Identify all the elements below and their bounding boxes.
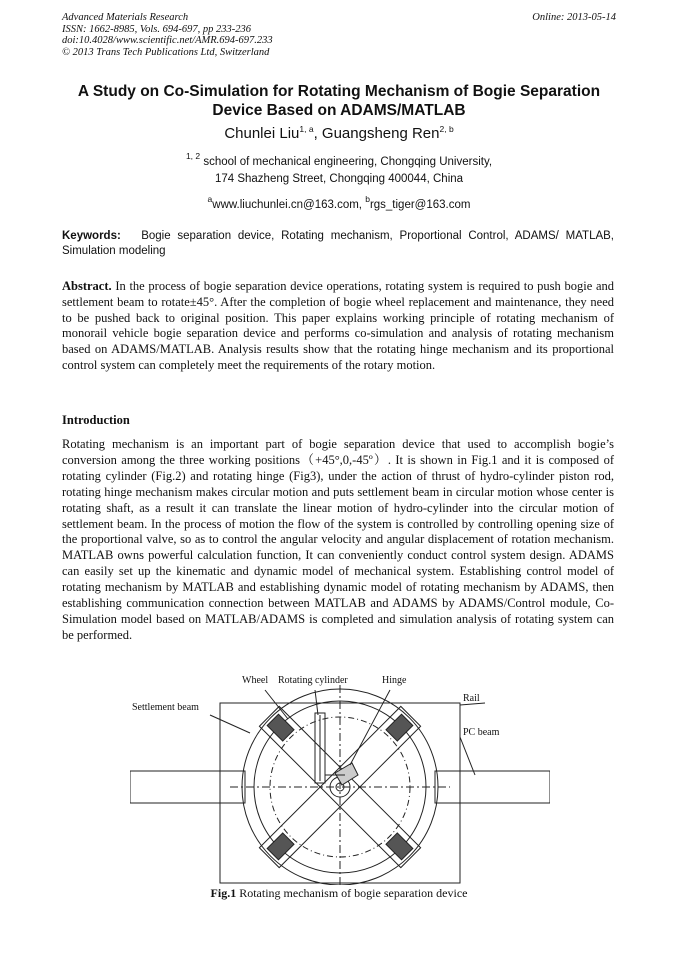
introduction-text: Rotating mechanism is an important part of bogie separation device that used to accomplish bogie’s conversion among the three working positions（+45°,0,-45º）. It is shown in Fig.1 and it is composed of rotating cylinder (Fig.2) and rotating hinge (Fig3), under the action of thrust of hydro-cylinder piston rod, rotating hinge mechanism makes circular motion and puts settlement beam in circular motion whose center is rotating shaft, as a result it can translate the linear motion of hydro-cylinder into the circular motion of settlement beam. In the process of motion the flow of the system is controlled by controlling opening size of the proportional valve, so as to control the angular velocity and angular displacement of rotation mechanism. MATLAB owns powerful calculation function, It can conveniently conduct control system design. ADAMS can easily set up the kinematic and dynamic model of mechanical system. Establishing control model of rotating mechanism by MATLAB and establishing dynamic model of rotating mechanism by ADAMS, then establishing communication connection between MATLAB and ADAMS by ADAMS/Control module, Co-Simulation model based on MATLAB/ADAMS is completed and simulation analysis of rotating system can be performed. [62, 437, 614, 642]
online-date: Online: 2013-05-14 [532, 12, 616, 23]
label-hinge: Hinge [382, 675, 407, 686]
wheel-block [267, 833, 294, 860]
author-line [62, 124, 616, 142]
abstract-text: In the process of bogie separation device operations, rotating system is required to push bogie and settlement beam to rotate±45°. After the completion of bogie wheel replacement and maintenance, they need to be pushed back to original position. This paper explains working principle of rotating mechanism of monorail vehicle bogie separation device and performs co-simulation and analysis of rotating mechanism based on ADAMS/MATLAB. Analysis results show that the rotating hinge mechanism and its proportional control system can completely meet the requirements of the rotary motion. [62, 279, 615, 372]
author-name: Guangsheng Ren [321, 125, 440, 142]
wheel-block [386, 714, 413, 741]
pc-beam-right [435, 771, 550, 803]
pc-beam-left [130, 771, 245, 803]
paper-title: A Study on Co-Simulation for Rotating Mechanism of Bogie Separation Device Based on ADAMS/MATLAB [77, 83, 601, 119]
email-line [62, 194, 616, 211]
doi-line: doi:10.4028/www.scientific.net/AMR.694-697.233 [62, 35, 273, 46]
author-separator: , [313, 125, 322, 142]
journal-name: Advanced Materials Research [62, 12, 189, 23]
keywords-label: Keywords: [62, 230, 121, 242]
page-header [62, 12, 616, 58]
email-superscript: a [207, 194, 213, 204]
abstract [62, 279, 614, 374]
affiliation-line-2: 174 Shazheng Street, Chongqing 400044, China [214, 173, 464, 185]
label-wheel: Wheel [242, 675, 269, 686]
figure-rotating-mechanism [130, 675, 550, 885]
abstract-label: Abstract. [62, 279, 112, 293]
keywords [62, 229, 614, 259]
author-superscript: 1, a [299, 124, 314, 134]
affiliation-line-1 [62, 151, 616, 168]
label-rotating-cylinder: Rotating cylinder [278, 675, 348, 686]
label-pc-beam: PC beam [463, 727, 500, 738]
caption-text: Rotating mechanism of bogie separation device [236, 886, 468, 900]
author-superscript: 2, b [439, 124, 454, 134]
affiliation-superscript: 1, 2 [185, 151, 201, 161]
label-rail: Rail [463, 693, 480, 704]
wheel-block [386, 833, 413, 860]
caption-label: Fig.1 [210, 886, 237, 900]
email-address: rgs_tiger@163.com [369, 199, 471, 211]
section-heading-introduction: Introduction [62, 413, 130, 427]
issn-line: ISSN: 1662-8985, Vols. 694-697, pp 233-236 [62, 23, 251, 35]
wheel-block [267, 714, 294, 741]
label-settlement-beam: Settlement beam [132, 702, 199, 713]
email-superscript: b [365, 194, 370, 204]
affiliation-text: school of mechanical engineering, Chongqing University, [200, 156, 493, 168]
keywords-text: Bogie separation device, Rotating mechanism, Proportional Control, ADAMS/ MATLAB, Simulation modeling [62, 230, 614, 257]
figure-caption [62, 886, 616, 901]
email-address: www.liuchunlei.cn@163.com, [212, 199, 366, 211]
copyright-line: © 2013 Trans Tech Publications Ltd, Switzerland [62, 46, 270, 58]
author-name: Chunlei Liu [224, 125, 300, 142]
